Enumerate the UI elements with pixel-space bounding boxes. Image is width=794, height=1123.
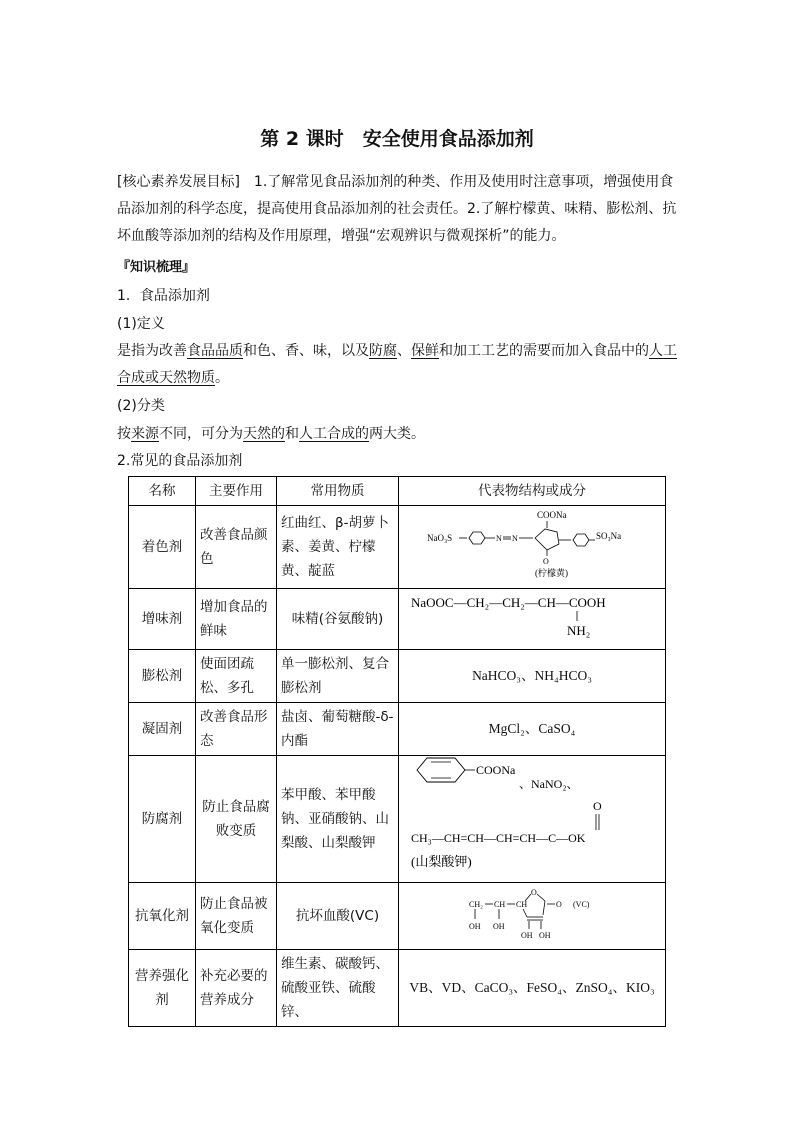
row-role: 改善食品颜色 xyxy=(196,506,277,589)
section-badge: 『知识梳理』 xyxy=(117,260,196,275)
row-name: 营养强化剂 xyxy=(129,950,196,1027)
def-text-5: 。 xyxy=(215,370,229,386)
vc-ring-ch: CH xyxy=(516,900,528,909)
core-goal-label: [核心素养发展目标] xyxy=(117,174,240,190)
cls-text-2: 不同，可分为 xyxy=(159,426,243,442)
row-role: 使面团疏松、多孔 xyxy=(196,650,277,703)
row-substances: 苯甲酸、苯甲酸钠、亚硝酸钠、山梨酸、山梨酸钾 xyxy=(277,756,399,883)
def-text-3: 、 xyxy=(397,343,411,359)
row-substances: 维生素、碳酸钙、硫酸亚铁、硫酸锌、 xyxy=(277,950,399,1027)
tartrazine-right-group: SO₃Na xyxy=(596,531,622,541)
definition-paragraph xyxy=(117,338,682,392)
table-row xyxy=(129,883,666,950)
row-substances: 盐卤、葡萄糖酸-δ-内酯 xyxy=(277,703,399,756)
row-role: 防止食品被氧化变质 xyxy=(196,883,277,950)
def-heading: (1)定义 xyxy=(117,316,165,332)
tartrazine-coona: COONa xyxy=(537,510,567,520)
row-name: 着色剂 xyxy=(129,506,196,589)
cls-underline-2: 天然的 xyxy=(243,426,285,442)
tartrazine-caption: (柠檬黄) xyxy=(535,568,568,578)
azo-n2: N xyxy=(512,534,518,543)
core-goal-text: 1.了解常见食品添加剂的种类、作用及使用时注意事项，增强使用食品添加剂的科学态度，提高使用食品添加剂的社会责任。2.了解柠檬黄、味精、膨松剂、抗坏血酸等添加剂的结构及作用原理，增强“宏观辨识与微观探析”的能力。 xyxy=(117,174,677,244)
vc-ring-o: O xyxy=(531,888,537,897)
table-header-row xyxy=(129,477,666,506)
row-role: 防止食品腐败变质 xyxy=(196,756,277,883)
vc-structure xyxy=(407,883,657,941)
row-structure: MgCl₂、CaSO₄ xyxy=(399,703,666,756)
table-row xyxy=(129,650,666,703)
vc-ch2: CH₂ xyxy=(469,900,483,909)
header-role: 主要作用 xyxy=(196,477,277,506)
row-substances: 单一膨松剂、复合膨松剂 xyxy=(277,650,399,703)
table-row xyxy=(129,756,666,883)
vc-label: (VC) xyxy=(573,900,590,909)
row-structure: NaHCO₃、NH₄HCO₃ xyxy=(399,650,666,703)
s1-heading: 1．食品添加剂 xyxy=(117,288,210,304)
row-structure xyxy=(399,883,666,950)
row-substances: 红曲红、β-胡萝卜素、姜黄、柠檬黄、靛蓝 xyxy=(277,506,399,589)
table-row xyxy=(129,703,666,756)
msg-structure xyxy=(407,589,657,641)
page-title: 第 2 课时 安全使用食品添加剂 xyxy=(260,128,534,150)
table-row xyxy=(129,589,666,650)
header-substances: 常用物质 xyxy=(277,477,399,506)
cls-text-1: 按 xyxy=(117,426,131,442)
vc-oh-2: OH xyxy=(493,922,505,931)
header-name: 名称 xyxy=(129,477,196,506)
row-name: 增味剂 xyxy=(129,589,196,650)
header-structure: 代表物结构或成分 xyxy=(399,477,666,506)
cls-text-4: 两大类。 xyxy=(369,426,425,442)
row-substances: 抗坏血酸(VC) xyxy=(277,883,399,950)
def-underline-5: 合成或天然物质 xyxy=(117,370,215,386)
def-text-1: 是指为改善 xyxy=(117,343,187,359)
sorbate-carbonyl-o: O xyxy=(593,799,602,813)
vc-oh-3: OH xyxy=(521,931,533,940)
cls-heading: (2)分类 xyxy=(117,398,165,414)
tartrazine-left-group: NaO₃S xyxy=(427,533,453,543)
preservative-structure xyxy=(407,756,657,874)
azo-n1: N xyxy=(496,534,502,543)
row-structure xyxy=(399,589,666,650)
classification-paragraph xyxy=(117,424,425,444)
sorbate-chain: CH₃—CH=CH—CH=CH—C—OK xyxy=(411,831,586,845)
tartrazine-structure xyxy=(407,506,657,580)
vc-ch: CH xyxy=(494,900,506,909)
benzoate-coona: COONa xyxy=(476,763,516,777)
section-badge-label: 知识梳理 xyxy=(130,260,183,275)
msg-chain: NaOOC—CH₂—CH₂—CH—COOH xyxy=(411,595,606,610)
def-underline-3: 保鲜 xyxy=(411,343,439,359)
cls-underline-3: 人工合成的 xyxy=(299,426,369,442)
def-underline-4: 人工 xyxy=(649,343,677,359)
s2-heading: 2.常见的食品添加剂 xyxy=(117,453,243,469)
table-row xyxy=(129,506,666,589)
def-text-2: 和色、香、味，以及 xyxy=(243,343,369,359)
cls-underline-1: 来源 xyxy=(131,426,159,442)
benzoate-separator: 、NaNO₂、 xyxy=(519,777,579,791)
row-name: 凝固剂 xyxy=(129,703,196,756)
tartrazine-o: O xyxy=(543,557,549,566)
row-substances: 味精(谷氨酸钠) xyxy=(277,589,399,650)
vc-carbonyl-o: O xyxy=(556,900,562,909)
def-text-4: 和加工工艺的需要而加入食品中的 xyxy=(439,343,649,359)
vc-oh-4: OH xyxy=(539,931,551,940)
def-underline-2: 防腐 xyxy=(369,343,397,359)
row-role: 增加食品的鲜味 xyxy=(196,589,277,650)
row-name: 抗氧化剂 xyxy=(129,883,196,950)
msg-nh2: NH₂ xyxy=(567,623,591,638)
cls-text-3: 和 xyxy=(285,426,299,442)
row-structure xyxy=(399,506,666,589)
row-structure xyxy=(399,756,666,883)
row-name: 防腐剂 xyxy=(129,756,196,883)
core-goal-paragraph xyxy=(117,169,682,250)
sorbate-caption: (山梨酸钾) xyxy=(411,854,472,869)
additives-table xyxy=(128,476,666,1027)
row-role: 改善食品形态 xyxy=(196,703,277,756)
row-structure: VB、VD、CaCO₃、FeSO₄、ZnSO₄、KIO₃ xyxy=(399,950,666,1027)
row-role: 补充必要的营养成分 xyxy=(196,950,277,1027)
table-row xyxy=(129,950,666,1027)
vc-oh-1: OH xyxy=(469,922,481,931)
def-underline-1: 食品品质 xyxy=(187,343,243,359)
row-name: 膨松剂 xyxy=(129,650,196,703)
